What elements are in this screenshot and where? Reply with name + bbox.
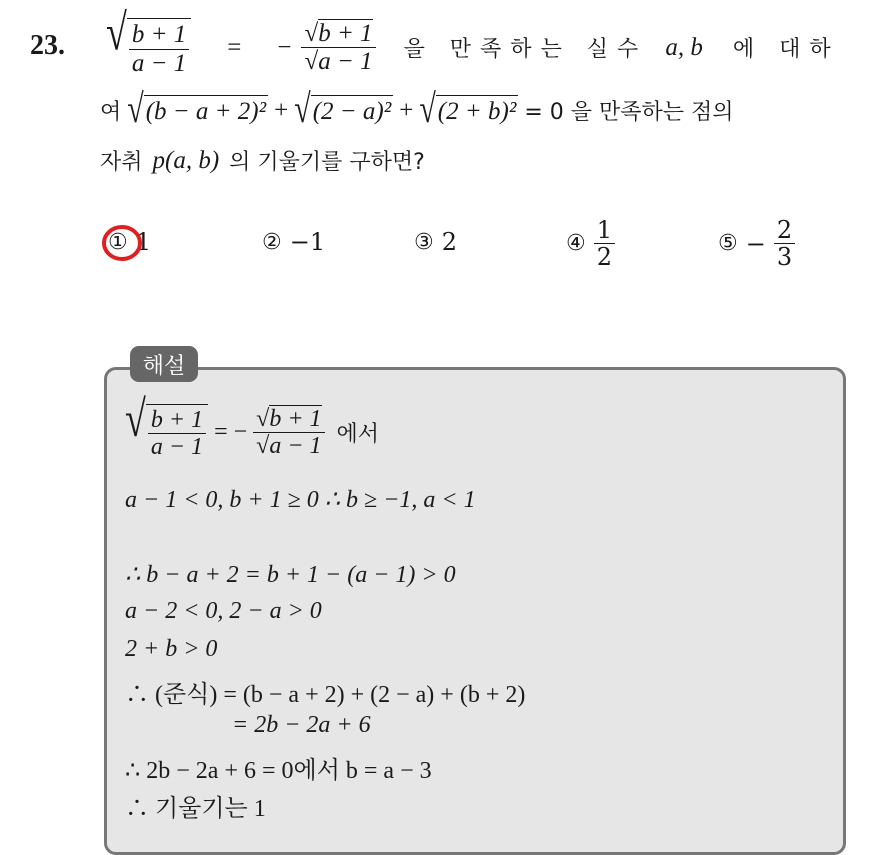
choice-5-num: 2 — [774, 217, 795, 244]
question-point: p(a, b) — [152, 146, 220, 174]
solution-line-3: ∴ b − a + 2 = b + 1 − (a − 1) > 0 — [125, 562, 456, 588]
choice-2-value: −1 — [289, 228, 326, 256]
question-text-3-tail: 의 기울기를 구하면? — [229, 150, 425, 175]
choice-5-den: 3 — [776, 243, 793, 272]
choice-3[interactable] — [414, 228, 457, 256]
solution-line-2: a − 1 < 0, b + 1 ≥ 0 ∴ b ≥ −1, a < 1 — [125, 487, 476, 513]
question-text-2-head: 여 — [100, 100, 122, 125]
solution-line-7: = 2b − 2a + 6 — [232, 712, 371, 738]
choice-5[interactable] — [718, 217, 795, 271]
solution-line-8: ∴ 2b − 2a + 6 = 0에서 b = a − 3 — [125, 758, 432, 784]
choice-5-mark: ⑤ — [718, 231, 738, 257]
question-text-1-tail: 에 대하 — [732, 37, 840, 62]
choice-4-den: 2 — [596, 243, 613, 272]
solution-line-5: 2 + b > 0 — [125, 636, 218, 662]
choice-5-sign: − — [745, 229, 766, 258]
choice-1-mark: ① — [108, 229, 128, 255]
question-vars: a, b — [665, 33, 703, 61]
choice-2[interactable] — [262, 228, 325, 256]
choice-4-num: 1 — [594, 217, 615, 244]
question-line-1: √ $\frac{b + 1}{a - 1}$ = − $\frac{√b + 1}{√a - 1}$ 을 만족하는 실수 a, b 에 대하 — [106, 4, 840, 77]
question-text-3-head: 자취 — [100, 150, 143, 175]
choice-3-value: 2 — [441, 228, 458, 256]
solution-line-9: ∴ 기울기는 1 — [125, 796, 266, 822]
question-line-2: 여 √ (b − a + 2)² + √ (2 − a)² + √ (2 + b)² = 0 을 만족하는 점의 — [100, 86, 734, 132]
question-text-1: 을 만족하는 실수 — [403, 37, 648, 62]
solution-line-1-tail: 에서 — [336, 421, 380, 447]
question-number: 23. — [30, 30, 65, 61]
choice-4[interactable] — [566, 217, 615, 271]
choice-1[interactable] — [108, 228, 151, 256]
question-text-2-tail: = 0 을 만족하는 점의 — [524, 100, 734, 125]
solution-line-1: √ $\frac{b + 1}{a - 1}$ = − $\frac{√b + 1}{√a - 1}$ 에서 — [125, 391, 380, 461]
fraction-of-roots: $\frac{√b + 1}{√a - 1}$ — [301, 20, 375, 76]
answer-choices — [100, 216, 860, 275]
choice-3-mark: ③ — [414, 229, 434, 255]
solution-line-4: a − 2 < 0, 2 − a > 0 — [125, 598, 322, 624]
choice-4-mark: ④ — [566, 231, 586, 257]
choice-1-value: 1 — [135, 228, 152, 256]
solution-label: 해설 — [130, 346, 198, 382]
question-line-3 — [100, 145, 425, 176]
solution-line-6: ∴ (준식) = (b − a + 2) + (2 − a) + (b + 2) — [125, 682, 526, 708]
sqrt-fraction: √ $\frac{b + 1}{a - 1}$ — [106, 18, 191, 77]
selection-circle-icon — [100, 222, 148, 266]
choice-2-mark: ② — [262, 229, 282, 255]
